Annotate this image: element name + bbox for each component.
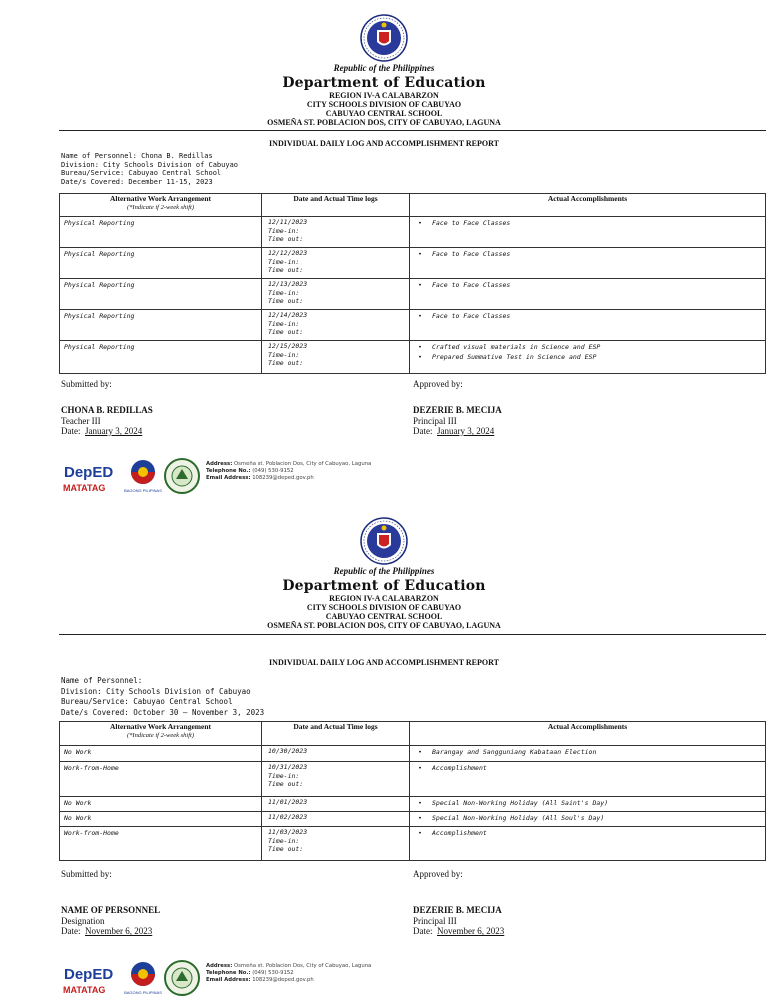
submitter-name: NAME OF PERSONNEL bbox=[61, 905, 161, 915]
approved-signature-block bbox=[413, 405, 502, 437]
deped-matatag-logo-icon bbox=[62, 961, 116, 997]
col-header-time-logs: Date and Actual Time logs bbox=[262, 194, 410, 217]
accomplishment-cell: • Accomplishment bbox=[410, 827, 766, 861]
header-rule bbox=[59, 130, 766, 131]
republic-line: Republic of the Philippines bbox=[333, 63, 435, 73]
table-row bbox=[60, 797, 766, 812]
col-header-accomplishments: Actual Accomplishments bbox=[410, 194, 766, 217]
report-title: INDIVIDUAL DAILY LOG AND ACCOMPLISHMENT REPORT bbox=[269, 139, 499, 148]
arrangement-cell: No Work bbox=[60, 797, 262, 812]
submitted-label: Submitted by: bbox=[61, 379, 112, 389]
personnel-info bbox=[61, 152, 238, 186]
table-row bbox=[60, 762, 766, 797]
personnel-bureau: Bureau/Service: Cabuyao Central School bbox=[61, 697, 233, 706]
arrangement-cell: No Work bbox=[60, 746, 262, 762]
division-line: CITY SCHOOLS DIVISION OF CABUYAO bbox=[306, 603, 462, 612]
footer bbox=[60, 959, 420, 999]
footer-address: Osmeña st. Poblacion Dos, City of Cabuyao, Laguna bbox=[234, 963, 372, 969]
personnel-info bbox=[61, 676, 264, 718]
col-header-time-logs: Date and Actual Time logs bbox=[262, 722, 410, 746]
time-log-cell: 11/03/2023 Time-in: Time out: bbox=[262, 827, 410, 861]
time-log-cell: 12/11/2023 Time-in: Time out: bbox=[262, 217, 410, 248]
submitted-signature-block bbox=[61, 405, 153, 437]
table-row bbox=[60, 248, 766, 279]
submitter-date: Date: January 3, 2024 bbox=[61, 426, 143, 436]
school-line: CABUYAO CENTRAL SCHOOL bbox=[325, 612, 443, 621]
region-line: REGION IV-A CALABARZON bbox=[329, 594, 439, 603]
time-log-cell: 11/01/2023 bbox=[262, 797, 410, 812]
accomplishment-cell: • Barangay and Sangguniang Kabataan Election bbox=[410, 746, 766, 762]
table-row bbox=[60, 746, 766, 762]
table-row bbox=[60, 827, 766, 861]
time-log-cell: 10/31/2023 Time-in: Time out: bbox=[262, 762, 410, 797]
footer-contact: Address: Osmeña st. Poblacion Dos, City of Cabuyao, Laguna Telephone No.: (049) 530-9152 Email Address: 108239@deped.gov.ph bbox=[206, 461, 372, 482]
accomplishment-cell: • Special Non-Working Holiday (All Soul's Day) bbox=[410, 812, 766, 827]
arrangement-cell: Physical Reporting bbox=[60, 341, 262, 374]
submitter-name: CHONA B. REDILLAS bbox=[61, 405, 153, 415]
time-log-cell: 12/13/2023 Time-in: Time out: bbox=[262, 279, 410, 310]
deped-matatag-logo-icon bbox=[62, 459, 116, 495]
personnel-bureau: Bureau/Service: Cabuyao Central School bbox=[61, 169, 222, 178]
svg-text:MATATAG: MATATAG bbox=[63, 985, 106, 995]
table-header-row bbox=[60, 194, 766, 217]
footer-address: Osmeña st. Poblacion Dos, City of Cabuyao, Laguna bbox=[234, 461, 372, 467]
approved-label: Approved by: bbox=[413, 869, 463, 879]
approved-signature-block bbox=[413, 905, 504, 937]
arrangement-cell: Physical Reporting bbox=[60, 310, 262, 341]
dates-covered: Date/s Covered: December 11-15, 2023 bbox=[61, 177, 213, 186]
bagong-pilipinas-logo-icon bbox=[122, 959, 164, 997]
school-line: CABUYAO CENTRAL SCHOOL bbox=[325, 109, 443, 118]
approver-date: Date: November 6, 2023 bbox=[413, 926, 505, 936]
table-row bbox=[60, 310, 766, 341]
report-title: INDIVIDUAL DAILY LOG AND ACCOMPLISHMENT REPORT bbox=[269, 658, 499, 667]
approver-name: DEZERIE B. MECIJA bbox=[413, 405, 502, 415]
school-seal-icon bbox=[163, 959, 201, 997]
submitted-signature-block bbox=[61, 905, 160, 937]
arrangement-cell: No Work bbox=[60, 812, 262, 827]
header-rule bbox=[59, 634, 766, 635]
dates-covered: Date/s Covered: October 30 – November 3, 2023 bbox=[61, 707, 265, 717]
footer bbox=[60, 457, 420, 497]
log-table bbox=[59, 193, 766, 374]
submitter-position: Teacher III bbox=[61, 415, 101, 426]
approver-name: DEZERIE B. MECIJA bbox=[413, 905, 502, 915]
submitter-date: Date: November 6, 2023 bbox=[61, 926, 153, 936]
bagong-pilipinas-logo-icon bbox=[122, 457, 164, 495]
school-seal-icon bbox=[163, 457, 201, 495]
svg-text:DepED: DepED bbox=[64, 464, 114, 481]
personnel-division: Division: City Schools Division of Cabuyao bbox=[61, 160, 239, 169]
approver-position: Principal III bbox=[413, 415, 457, 426]
arrangement-cell: Physical Reporting bbox=[60, 217, 262, 248]
approver-position: Principal III bbox=[413, 915, 457, 926]
deped-seal-icon bbox=[360, 517, 408, 565]
accomplishment-cell: • Face to Face Classes bbox=[410, 217, 766, 248]
division-line: CITY SCHOOLS DIVISION OF CABUYAO bbox=[306, 100, 462, 109]
accomplishment-cell: • Face to Face Classes bbox=[410, 279, 766, 310]
table-header-row bbox=[60, 722, 766, 746]
deped-seal-icon bbox=[360, 14, 408, 62]
arrangement-cell: Physical Reporting bbox=[60, 248, 262, 279]
accomplishment-cell: • Face to Face Classes bbox=[410, 310, 766, 341]
svg-text:MATATAG: MATATAG bbox=[63, 483, 106, 493]
footer-telephone: (049) 530-9152 bbox=[252, 468, 294, 475]
address-line: OSMEÑA ST. POBLACION DOS, CITY OF CABUYAO, LAGUNA bbox=[267, 118, 501, 127]
accomplishment-cell: • Special Non-Working Holiday (All Saint's Day) bbox=[410, 797, 766, 812]
department-name: Department of Education bbox=[282, 578, 486, 594]
time-log-cell: 10/30/2023 bbox=[262, 746, 410, 762]
svg-text:BAGONG PILIPINAS: BAGONG PILIPINAS bbox=[124, 990, 162, 995]
accomplishment-cell: • Face to Face Classes bbox=[410, 248, 766, 279]
col-header-arrangement: Alternative Work Arrangement (*Indicate if 2-week shift) bbox=[60, 722, 262, 746]
time-log-cell: 12/12/2023 Time-in: Time out: bbox=[262, 248, 410, 279]
personnel-name: Name of Personnel: bbox=[61, 676, 143, 685]
col-header-accomplishments: Actual Accomplishments bbox=[410, 722, 766, 746]
personnel-division: Division: City Schools Division of Cabuyao bbox=[61, 686, 251, 696]
table-row bbox=[60, 279, 766, 310]
svg-text:BAGONG PILIPINAS: BAGONG PILIPINAS bbox=[124, 488, 162, 493]
arrangement-cell: Physical Reporting bbox=[60, 279, 262, 310]
approver-date: Date: January 3, 2024 bbox=[413, 426, 495, 436]
accomplishment-cell: • Crafted visual materials in Science and ESP • Prepared Summative Test in Science and ESP bbox=[410, 341, 766, 374]
time-log-cell: 12/14/2023 Time-in: Time out: bbox=[262, 310, 410, 341]
time-log-cell: 12/15/2023 Time-in: Time out: bbox=[262, 341, 410, 374]
footer-email: 108239@deped.gov.ph bbox=[252, 475, 314, 482]
table-row bbox=[60, 341, 766, 374]
personnel-name: Name of Personnel: Chona B. Redillas bbox=[61, 152, 213, 160]
svg-text:DepED: DepED bbox=[64, 966, 114, 983]
arrangement-cell: Work-from-Home bbox=[60, 827, 262, 861]
footer-telephone: (049) 530-9152 bbox=[252, 970, 294, 977]
log-table bbox=[59, 721, 766, 861]
footer-email: 108239@deped.gov.ph bbox=[252, 977, 314, 984]
department-name: Department of Education bbox=[282, 75, 486, 91]
col-header-arrangement: Alternative Work Arrangement (*Indicate if 2-week shift) bbox=[60, 194, 262, 217]
arrangement-cell: Work-from-Home bbox=[60, 762, 262, 797]
table-row bbox=[60, 217, 766, 248]
accomplishment-cell: • Accomplishment bbox=[410, 762, 766, 797]
approved-label: Approved by: bbox=[413, 379, 463, 389]
submitter-position: Designation bbox=[61, 915, 105, 926]
submitted-label: Submitted by: bbox=[61, 869, 112, 879]
region-line: REGION IV-A CALABARZON bbox=[329, 91, 439, 100]
table-row bbox=[60, 812, 766, 827]
republic-line: Republic of the Philippines bbox=[333, 566, 435, 576]
footer-contact: Address: Osmeña st. Poblacion Dos, City of Cabuyao, Laguna Telephone No.: (049) 530-9152 Email Address: 108239@deped.gov.ph bbox=[206, 963, 372, 984]
time-log-cell: 11/02/2023 bbox=[262, 812, 410, 827]
address-line: OSMEÑA ST. POBLACION DOS, CITY OF CABUYAO, LAGUNA bbox=[267, 621, 501, 630]
